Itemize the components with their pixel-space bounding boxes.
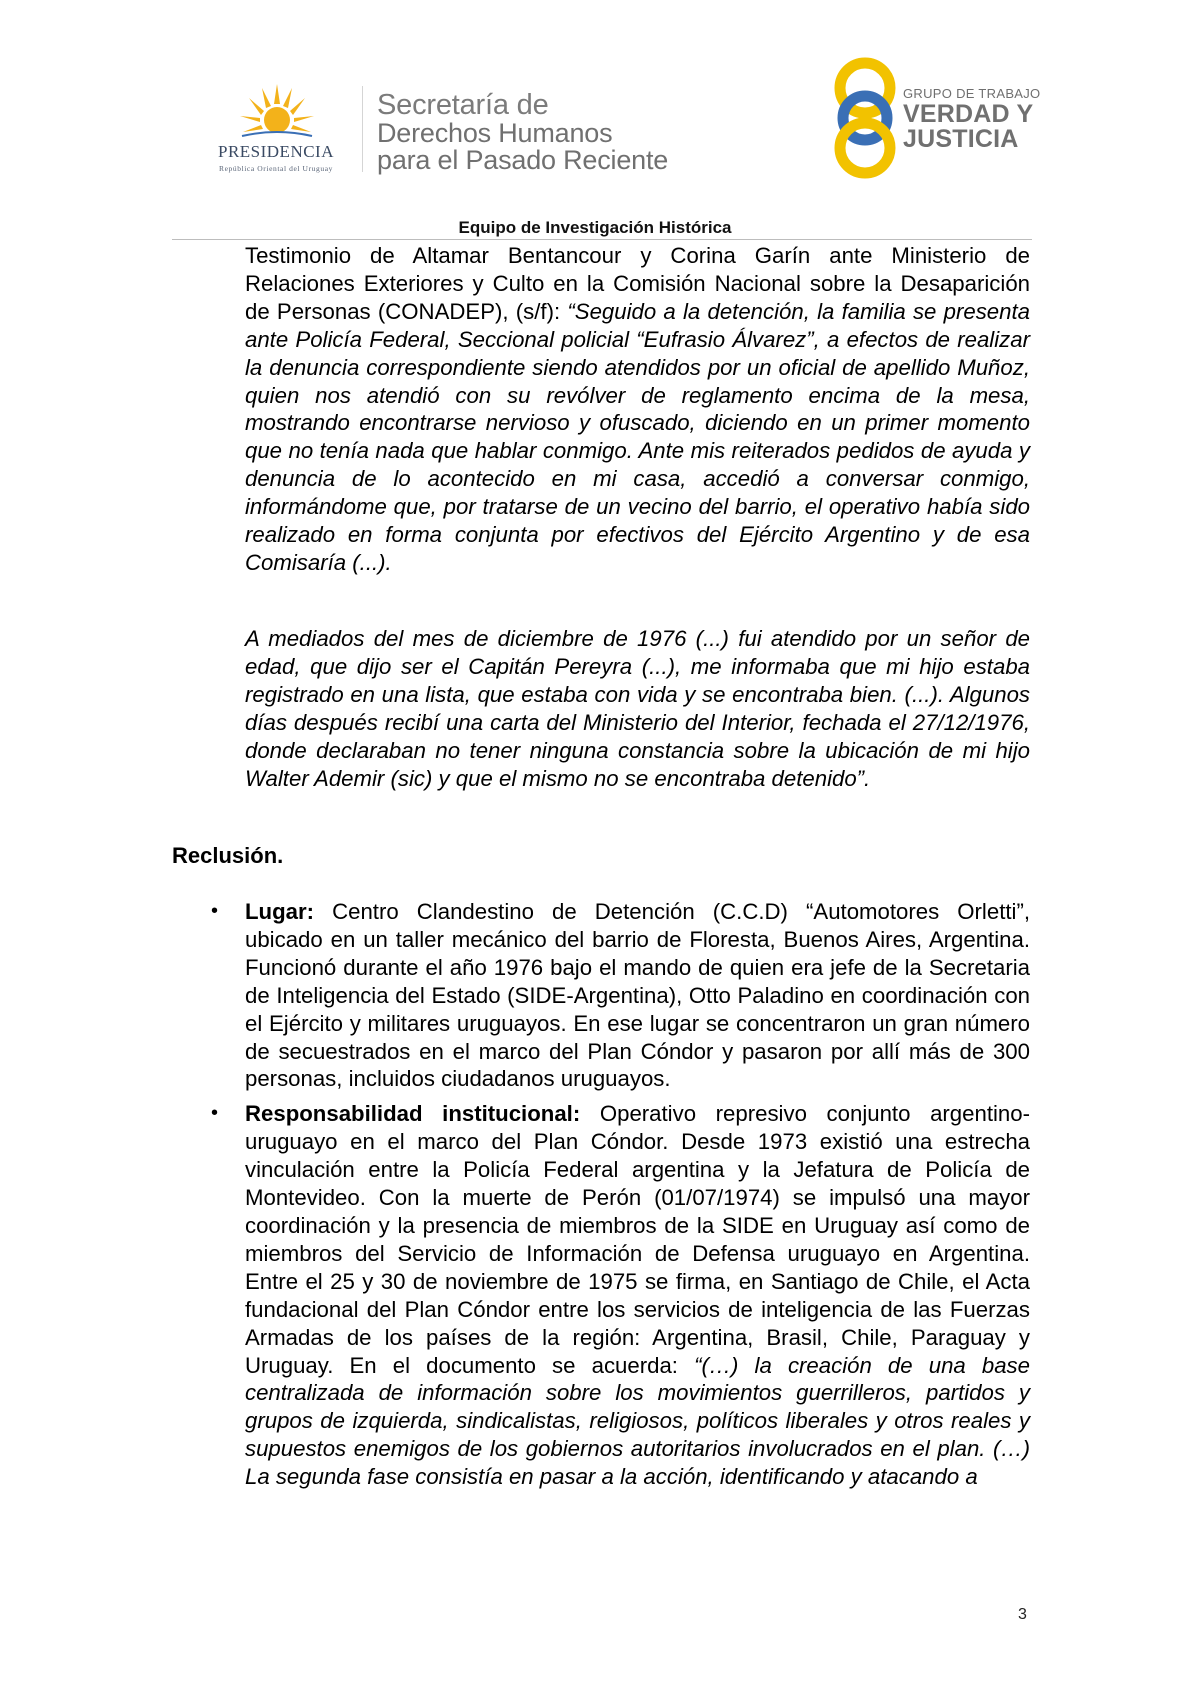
bullet-list xyxy=(211,898,1030,1498)
grupo-line-3: JUSTICIA xyxy=(903,125,1019,153)
list-item xyxy=(211,898,1030,1093)
secretaria-line-2: Derechos Humanos xyxy=(377,118,613,148)
bullet-italic-text: “(…) la creación de una base centralizada de información sobre los movimientos guerrilleros, partidos y grupos de izquierda, sindicalistas, religiosos, políticos liberales y otros reales y supuestos enemigos de los gobiernos autoritarios involucrados en el plan. (…) La segunda fase consistía en pasar a la acción, identificando y atacando a xyxy=(245,1352,1030,1490)
verdad-justicia-rings-icon xyxy=(818,54,913,179)
bullet-label: Responsabilidad institucional: xyxy=(245,1101,581,1127)
page-number: 3 xyxy=(1018,1606,1027,1623)
team-title: Equipo de Investigación Histórica xyxy=(458,218,732,237)
logo-divider xyxy=(362,86,363,172)
bullet-text: Operativo represivo conjunto argentino-uruguayo en el marco del Plan Cóndor. Desde 1973 existió una estrecha vinculación entre la Policía Federal argentina y la Jefatura de Policía de Montevideo. Con la muerte de Perón (01/07/1974) se impulsó una mayor coordinación y la presencia de miembros de la SIDE en Uruguay así como de miembros del Servicio de Información de Defensa uruguayo en Argentina. Entre el 25 y 30 de noviembre de 1975 se firma, en Santiago de Chile, el Acta fundacional del Plan Cóndor entre los servicios de inteligencia de las Fuerzas Armadas de los países de la región: Argentina, Brasil, Chile, Paraguay y Uruguay. En el documento se acuerda: xyxy=(245,1101,1030,1378)
grupo-line-2: VERDAD Y xyxy=(903,100,1034,128)
testimony-quote-2: A mediados del mes de diciembre de 1976 (...) fui atendido por un señor de edad, que dijo ser el Capitán Pereyra (...), me informaba que mi hijo estaba registrado en una lista, que estaba con vida y se encontraba bien. (...). Algunos días después recibí una carta del Ministerio del Interior, fechada el 27/12/1976, donde declaraban no tener ninguna constancia sobre la ubicación de mi hijo Walter Ademir (sic) y que el mismo no se encontraba detenido”. xyxy=(245,626,1030,791)
bullet-label: Lugar: xyxy=(245,899,315,924)
list-item xyxy=(211,1100,1030,1491)
testimony-italic: “Seguido a la detención, la familia se presenta ante Policía Federal, Seccional policial “Eufrasio Álvarez”, a efectos de realizar la denuncia correspondiente siendo atendidos por un oficial de apellido Muñoz, quien nos atendió con su revólver de reglamento encima de la mesa, mostrando encontrarse nervioso y ofuscado, diciendo en un primer momento que no tenía nada que hablar conmigo. Ante mis reiterados pedidos de ayuda y denuncia de lo acontecido en mi casa, accedió a conversar conmigo, informándome que, por tratarse de un vecino del barrio, el operativo había sido realizado en forma conjunta por efectivos del Ejército Argentino y de esa Comisaría (...). xyxy=(245,298,1030,575)
secretaria-line-3: para el Pasado Reciente xyxy=(377,145,669,175)
secretaria-logo-text xyxy=(377,90,668,174)
testimony-intro: Testimonio de Altamar Bentancour y Corina Garín ante Ministerio de Relaciones Exteriores y Culto en la Comisión Nacional sobre la Desaparición de Personas (CONADEP), (s/f): xyxy=(245,243,1030,324)
sun-emblem-icon xyxy=(240,84,314,140)
bullet-icon: • xyxy=(211,900,219,922)
section-heading: Reclusión. xyxy=(172,843,284,868)
grupo-trabajo-text xyxy=(903,86,1040,152)
presidencia-subtitle: República Oriental del Uruguay xyxy=(218,164,333,173)
secretaria-line-1: Secretaría de xyxy=(377,89,549,121)
presidencia-word: PRESIDENCIA xyxy=(217,142,334,161)
testimony-quote-1 xyxy=(245,242,1030,577)
grupo-line-1: GRUPO DE TRABAJO xyxy=(903,86,1041,101)
header-rule xyxy=(172,239,1032,240)
bullet-icon: • xyxy=(211,1102,219,1125)
bullet-text: Centro Clandestino de Detención (C.C.D) “Automotores Orletti”, ubicado en un taller mecánico del barrio de Floresta, Buenos Aires, Argentina. Funcionó durante el año 1976 bajo el mando de quien era jefe de la Secretaria de Inteligencia del Estado (SIDE-Argentina), Otto Paladino en coordinación con el Ejército y militares uruguayos. En ese lugar se concentraron un gran número de secuestrados en el marco del Plan Cóndor y pasaron por allí más de 300 personas, incluidos ciudadanos uruguayos. xyxy=(245,899,1030,1092)
presidencia-logo xyxy=(196,84,356,174)
